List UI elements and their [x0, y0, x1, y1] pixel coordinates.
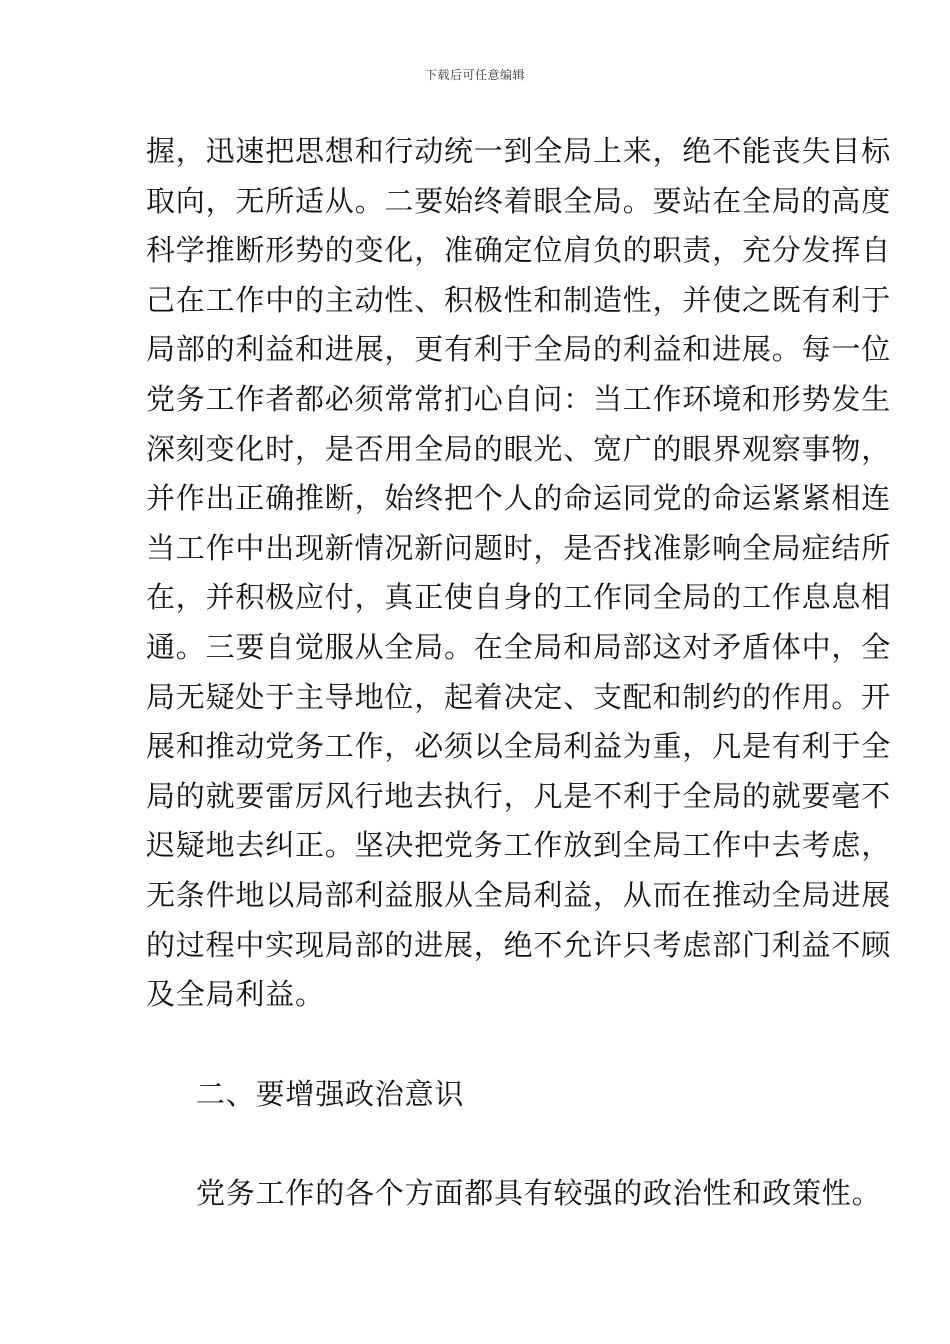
text-line: 及全局利益。 — [146, 977, 325, 1012]
text-line: 局的就要雷厉风行地去执行，凡是不利于全局的就要毫不 — [146, 778, 892, 813]
text-line: 展和推动党务工作，必须以全局利益为重，凡是有利于全 — [146, 729, 892, 764]
header-note: 下载后可任意编辑 — [424, 68, 525, 82]
section-heading: 二、要增强政治意识 — [196, 1077, 465, 1111]
text-line: 己在工作中的主动性、积极性和制造性，并使之既有利于 — [146, 282, 892, 317]
text-line: 在，并积极应付，真正使自身的工作同全局的工作息息相 — [146, 580, 892, 615]
text-line: 的过程中实现局部的进展，绝不允许只考虑部门利益不顾 — [146, 927, 892, 962]
text-line: 无条件地以局部利益服从全局利益，从而在推动全局进展 — [146, 877, 892, 912]
text-line: 并作出正确推断，始终把个人的命运同党的命运紧紧相连 — [146, 481, 892, 516]
text-line: 当工作中出现新情况新问题时，是否找准影响全局症结所 — [146, 530, 892, 565]
text-line: 迟疑地去纠正。坚决把党务工作放到全局工作中去考虑， — [146, 828, 892, 863]
text-line: 局无疑处于主导地位，起着决定、支配和制约的作用。开 — [146, 679, 892, 714]
text-line: 科学推断形势的变化，准确定位肩负的职责，充分发挥自 — [146, 233, 892, 268]
body-paragraph — [146, 127, 892, 1020]
paragraph-start: 党务工作的各个方面都具有较强的政治性和政策性。 — [196, 1176, 882, 1210]
text-line: 深刻变化时，是否用全局的眼光、宽广的眼界观察事物， — [146, 431, 892, 466]
text-line: 通。三要自觉服从全局。在全局和局部这对矛盾体中，全 — [146, 629, 892, 664]
text-line: 握，迅速把思想和行动统一到全局上来，绝不能丧失目标 — [146, 134, 892, 168]
text-line: 党务工作者都必须常常扪心自问：当工作环境和形势发生 — [146, 381, 892, 416]
text-line: 局部的利益和进展，更有利于全局的利益和进展。每一位 — [146, 332, 892, 367]
text-line: 取向，无所适从。二要始终着眼全局。要站在全局的高度 — [146, 183, 892, 218]
